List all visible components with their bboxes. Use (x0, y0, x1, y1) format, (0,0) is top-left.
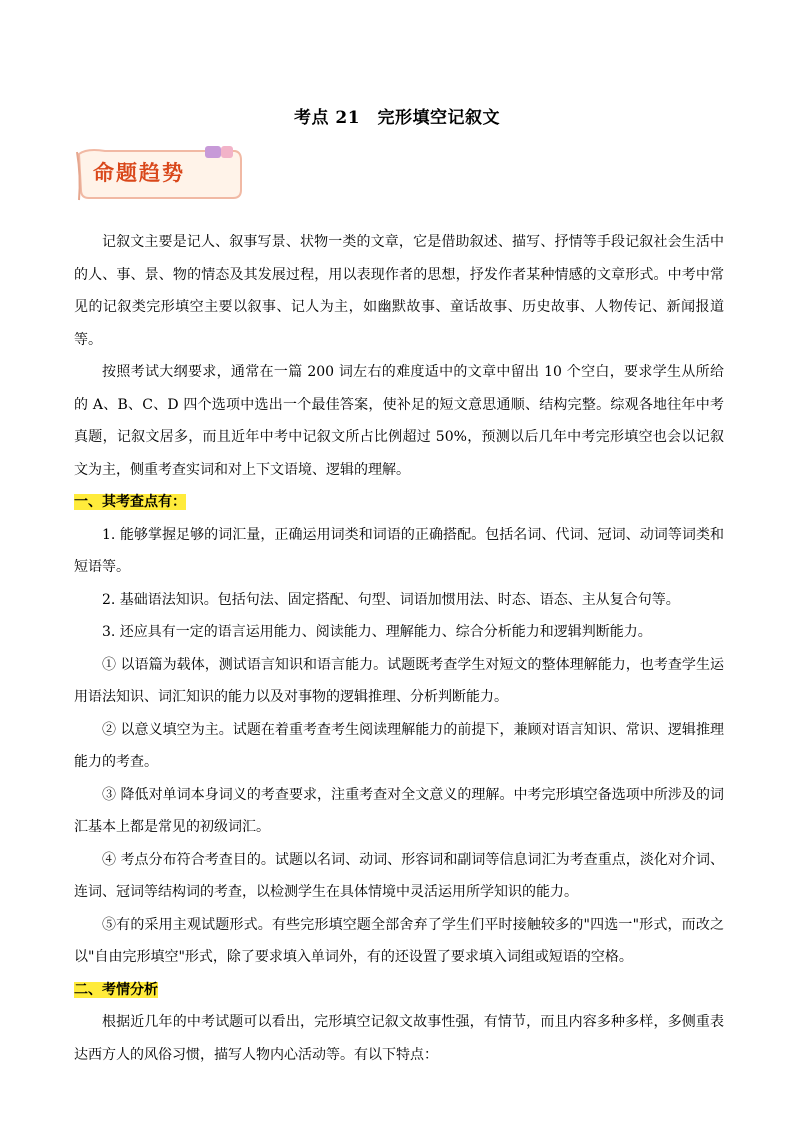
list-item: 2. 基础语法知识。包括句法、固定搭配、句型、词语加惯用法、时态、语态、主从复合句等。 (102, 591, 680, 608)
list-item: ② 以意义填空为主。试题在着重考查考生阅读理解能力的前提下，兼顾对语言知识、常识、逻辑推理能力的考查。 (74, 721, 724, 770)
section-heading-1: 一、其考查点有： (74, 494, 186, 510)
list-item: 3. 还应具有一定的语言运用能力、阅读能力、理解能力、综合分析能力和逻辑判断能力。 (102, 624, 652, 640)
page-title: 考点 21 完形填空记叙文 (293, 108, 501, 128)
list-item: ④ 考点分布符合考查目的。试题以名词、动词、形容词和副词等信息词汇为考查重点，淡化对介词、连词、冠词等结构词的考查，以检测学生在具体情境中灵活运用所学知识的能力。 (74, 851, 724, 900)
intro-paragraph-1: 记叙文主要是记人、叙事写景、状物一类的文章，它是借助叙述、描写、抒情等手段记叙社会生活中的人、事、景、物的情态及其发展过程，用以表现作者的思想，抒发作者某种情感的文章形式。中考中常见的记叙类完形填空主要以叙事、记人为主，如幽默故事、童话故事、历史故事、人物传记、新闻报道等。 (74, 234, 724, 348)
document-body (74, 226, 724, 1071)
intro-paragraph-2: 按照考试大纲要求，通常在一篇 200 词左右的难度适中的文章中留出 10 个空白，要求学生从所给的 A、B、C、D 四个选项中选出一个最佳答案，使补足的短文意思通顺、结构完整。综观各地往年中考真题，记叙文居多，而且近年中考中记叙文所占比例超过 50%，预测以后几年中考完形填空也会以记叙文为主，侧重考查实词和对上下文语境、逻辑的理解。 (74, 364, 724, 478)
topic-badge (75, 146, 245, 204)
list-item: ⑤有的采用主观试题形式。有些完形填空题全部舍弃了学生们平时接触较多的"四选一"形式，而改之以"自由完形填空"形式，除了要求填入单词外，有的还设置了要求填入词组或短语的空格。 (74, 916, 724, 965)
analysis-paragraph: 根据近几年的中考试题可以看出，完形填空记叙文故事性强，有情节，而且内容多种多样，多侧重表达西方人的风俗习惯，描写人物内心活动等。有以下特点： (74, 1014, 724, 1063)
list-item: ① 以语篇为载体，测试语言知识和语言能力。试题既考查学生对短文的整体理解能力，也考查学生运用语法知识、词汇知识的能力以及对事物的逻辑推理、分析判断能力。 (74, 656, 724, 705)
list-item: ③ 降低对单词本身词义的考查要求，注重考查对全文意义的理解。中考完形填空备选项中所涉及的词汇基本上都是常见的初级词汇。 (74, 786, 724, 835)
section-heading-2: 二、考情分析 (74, 981, 158, 998)
list-item: 1. 能够掌握足够的词汇量，正确运用词类和词语的正确搭配。包括名词、代词、冠词、动词等词类和短语等。 (74, 526, 724, 575)
badge-label: 命题趋势 (93, 161, 185, 185)
